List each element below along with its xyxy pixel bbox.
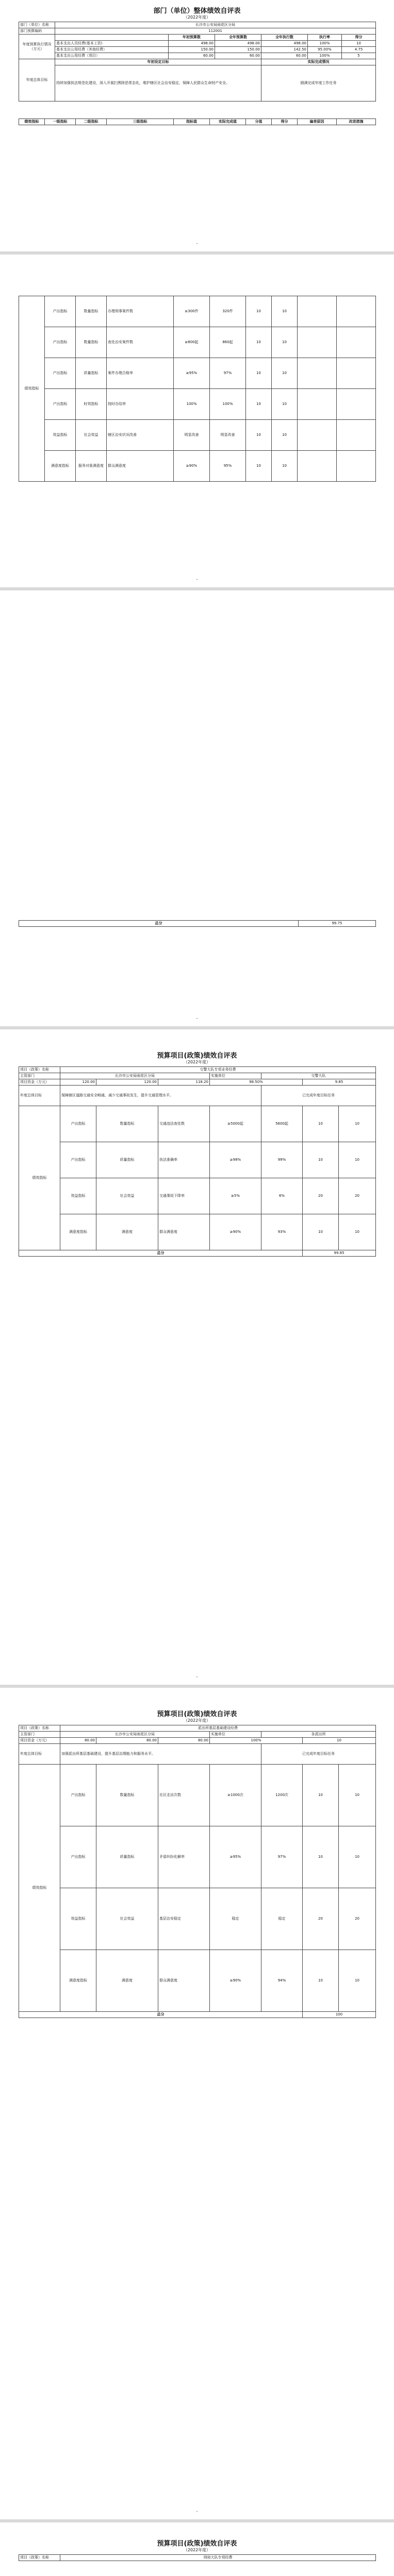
col-budget: 年初预算数 <box>169 35 215 41</box>
project-total: 100 <box>303 2012 376 2018</box>
goal-actual: 圆满完成年度工作任务 <box>261 65 376 101</box>
page-dot: - <box>196 577 198 582</box>
page-dot: - <box>196 1016 198 1021</box>
page-3 <box>0 590 394 1013</box>
project-row: 满意度指标 满意度 群众满意度 ≥90% 94% 10 10 <box>19 1950 376 2012</box>
project-row: 绩效指标 产出指标 数量指标 社区走访次数 ≥1000次 1200次 10 10 <box>19 1765 376 1826</box>
budget-row: 基本支出人员经费(基本工资) 498.00 498.00 498.00 100% 10 <box>19 41 376 47</box>
project-report-3 <box>0 2522 394 2576</box>
col-exec: 全年执行数 <box>261 35 308 41</box>
dept-total-table <box>19 920 376 927</box>
perf-row: 满意度指标 服务对象满意度 群众满意度 ≥90% 95% 10 10 <box>19 451 376 482</box>
col-adjust: 全年预算数 <box>215 35 261 41</box>
total-score: 99.75 <box>299 921 376 927</box>
dept-indicator-header: 绩效指标 一级指标 二级指标 三级指标 指标值 实际完成值 分值 得分 偏差原因 改进措施 <box>19 118 376 125</box>
project-report-1 <box>0 1029 394 1349</box>
dept-table: 部门（单位）名称 长沙市公安局雨花区分局 部门预算编码 112001 年度预算执行情况（万元） 年初预算数 全年预算数 全年执行数 执行率 得分 基本支出人员经费(基本工资) 498.00 498.00 498.00 100% 10 基本支出公用经费（其他经费） 150.00 150.00 142.50 95.00% 4.75 基本支出公用经费（项目） 60.00 60.00 60.00 100% 5 年度总体目标 年初设定目标 实际完成情况 持续加强执法规范化建设，深入开展扫黑除恶常态化，维护辖区社会治安稳定，保障人民群众生命财产安全。 圆满完成年度工作任务 <box>19 22 376 101</box>
unit-label: 部门（单位）名称 <box>19 22 55 28</box>
project-year: （2022年度） <box>183 1060 211 1064</box>
page-dot: - <box>196 2509 198 2514</box>
col-got: 得分 <box>342 35 376 41</box>
project-table: 项目（政策）名称 派出所基层基础建设经费 主管部门 长沙市公安局雨花区分局 实施单位 各派出所 项目资金（万元） 80.00 80.00 80.00 100% 10 年度总体目标 加强派出所基层基础建设，提升基层治理能力和服务水平。 已完成年度目标任务 绩效指标 产出指标 数量指标 社区走访次数 ≥1000次 1200次 10 10 产出指标 质量指标 矛盾纠纷化解率 ≥95% 97% 10 10 效益指标 社会效益 基层治安稳定 稳定 稳定 20 20 满意度指标 满意度 群众满意度 ≥90% 94% 10 10 总分 100 <box>19 1725 376 2018</box>
col-rate: 执行率 <box>308 35 342 41</box>
project-row: 产出指标 质量指标 执法准确率 ≥98% 99% 10 10 <box>19 1142 376 1178</box>
project-table: 项目（政策）名称 交警大队专项业务经费 主管部门 长沙市公安局雨花区分局 实施单位 交警大队 项目资金（万元） 120.00 120.00 118.20 98.50% 9.85 年度总体目标 保障辖区道路交通安全畅通，减少交通事故发生，提升交通管理水平。 已完成年度目标任务 绩效指标 产出指标 数量指标 交通违法查处数 ≥5000起 5600起 10 10 产出指标 质量指标 执法准确率 ≥98% 99% 10 10 效益指标 社会效益 交通事故下降率 ≥5% 6% 20 20 满意度指标 满意度 群众满意度 ≥90% 93% 10 10 总分 99.85 <box>19 1066 376 1257</box>
goal-planned: 持续加强执法规范化建设，深入开展扫黑除恶常态化，维护辖区社会治安稳定，保障人民群众生命财产安全。 <box>55 65 261 101</box>
project-title: 预算项目(政策)绩效自评表 <box>157 1710 237 1718</box>
dept-title: 部门（单位）整体绩效自评表 <box>153 7 241 15</box>
project-total: 99.85 <box>303 1250 376 1257</box>
goal-label: 年度总体目标 <box>19 59 55 101</box>
project-row: 绩效指标 产出指标 数量指标 交通违法查处数 ≥5000起 5600起 10 10 <box>19 1106 376 1142</box>
page-dot: - <box>196 1674 198 1680</box>
budget-head: 年度预算执行情况（万元） <box>19 35 55 59</box>
budget-row: 基本支出公用经费（其他经费） 150.00 150.00 142.50 95.00% 4.75 <box>19 47 376 53</box>
perf-row: 产出指标 时效指标 按时办结率 100% 100% 10 10 <box>19 389 376 420</box>
perf-row: 绩效指标 产出指标 数量指标 办理刑事案件数 ≥300件 320件 10 10 <box>19 296 376 327</box>
project-table: 项目（政策）名称 刑侦大队专项经费 <box>19 2554 376 2561</box>
budget-row: 基本支出公用经费（项目） 60.00 60.00 60.00 100% 5 <box>19 53 376 59</box>
perf-row: 产出指标 数量指标 查处治安案件数 ≥800起 860起 10 10 <box>19 327 376 358</box>
project-row: 效益指标 社会效益 交通事故下降率 ≥5% 6% 20 20 <box>19 1178 376 1214</box>
page-1 <box>0 0 394 149</box>
page-dot: - <box>196 241 198 246</box>
project-title: 预算项目(政策)绩效自评表 <box>157 1052 237 1060</box>
project-report-2 <box>0 1688 394 2203</box>
project-row: 效益指标 社会效益 基层治安稳定 稳定 稳定 20 20 <box>19 1888 376 1950</box>
perf-row: 效益指标 社会效益 辖区治安状况改善 明显改善 明显改善 10 10 <box>19 420 376 451</box>
project-title: 预算项目(政策)绩效自评表 <box>157 2540 237 2548</box>
unit-name: 长沙市公安局雨花区分局 <box>55 22 376 28</box>
perf-row: 产出指标 质量指标 案件办理合格率 ≥95% 97% 10 10 <box>19 358 376 389</box>
total-label: 总分 <box>19 921 299 927</box>
page-2 <box>0 255 394 574</box>
perf-table <box>19 296 376 482</box>
project-year: （2022年度） <box>183 2548 211 2552</box>
project-year: （2022年度） <box>183 1718 211 1723</box>
unit-code-label: 部门预算编码 <box>19 28 55 35</box>
dept-year: （2022年度） <box>183 15 211 20</box>
project-row: 产出指标 质量指标 矛盾纠纷化解率 ≥95% 97% 10 10 <box>19 1826 376 1888</box>
unit-code: 112001 <box>55 28 376 35</box>
project-row: 满意度指标 满意度 群众满意度 ≥90% 93% 10 10 <box>19 1214 376 1250</box>
